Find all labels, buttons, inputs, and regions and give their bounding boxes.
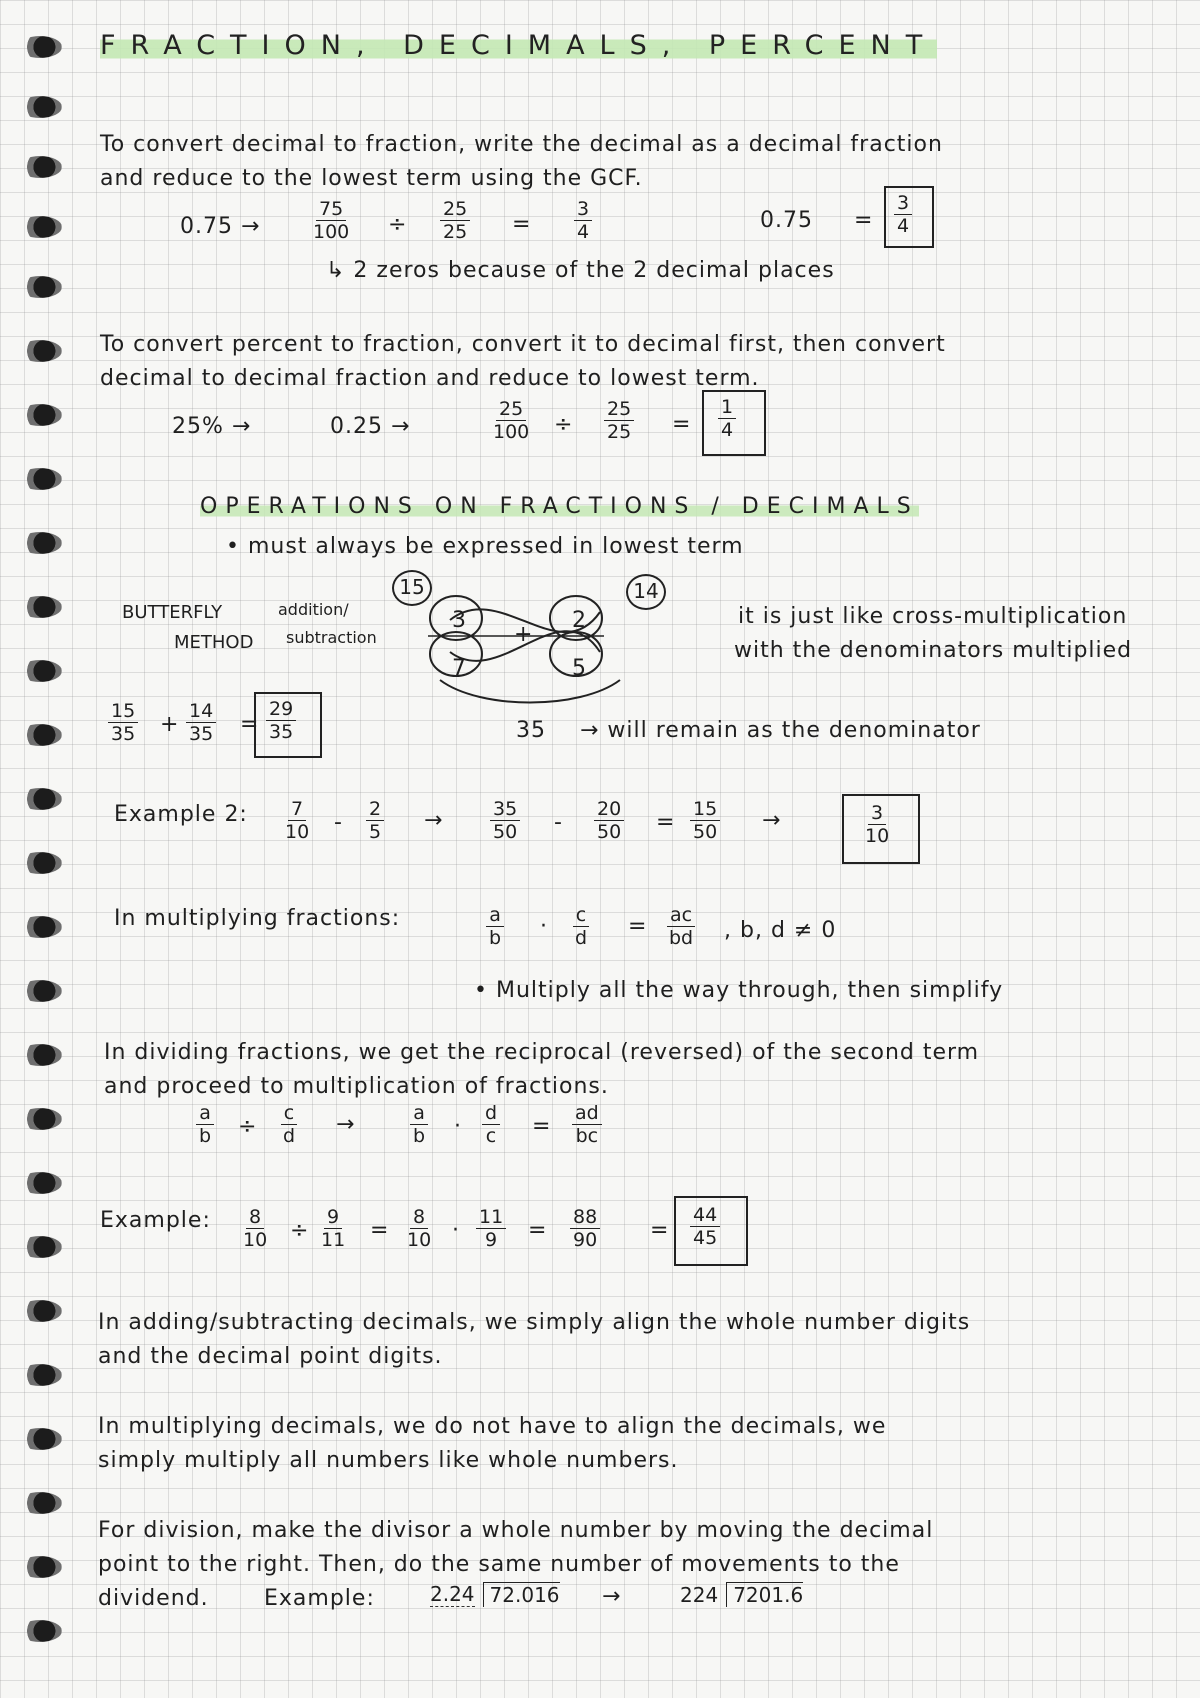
s2-div: ÷ [554, 412, 573, 437]
spiral-ring [18, 852, 62, 874]
div-line1: In dividing fractions, we get the reciprocal (reversed) of the second term [104, 1040, 980, 1065]
spiral-ring [18, 1364, 62, 1386]
numerator: d [482, 1102, 500, 1125]
ex2-minus: - [334, 810, 342, 835]
sum-result-frac [266, 698, 296, 743]
div-op: ÷ [238, 1114, 257, 1139]
ex3-eq-2: = [528, 1218, 547, 1243]
butterfly-n3: 3 [452, 608, 467, 633]
divdec-long-division-2 [680, 1582, 803, 1607]
numerator: 3 [894, 192, 912, 215]
numerator: 29 [266, 698, 296, 721]
spiral-ring [18, 1428, 62, 1450]
spiral-ring [18, 1492, 62, 1514]
ex2-eq: = [656, 810, 675, 835]
numerator: 7 [288, 798, 306, 821]
divdec-line3: dividend. [98, 1586, 209, 1611]
denominator: d [283, 1125, 296, 1147]
s1-result-eq: = [854, 208, 873, 233]
dividend: 7201.6 [726, 1582, 803, 1607]
divisor: 224 [680, 1582, 719, 1607]
numerator: 20 [594, 798, 624, 821]
ops-bullet: • must always be expressed in lowest term [226, 534, 744, 559]
numerator: c [281, 1102, 297, 1125]
ex2-result-frac [862, 802, 892, 847]
spiral-ring [18, 96, 62, 118]
ex3-label: Example: [100, 1208, 211, 1233]
denominator: 35 [189, 723, 214, 745]
spiral-ring [18, 660, 62, 682]
divdec-example-label: Example: [264, 1586, 375, 1611]
s1-result-frac [894, 192, 912, 237]
s2-decimal: 0.25 → [330, 414, 411, 439]
div-line2: and proceed to multiplication of fractions. [104, 1074, 609, 1099]
numerator: 75 [316, 198, 346, 221]
s1-frac-3-4 [574, 198, 592, 243]
numerator: a [486, 904, 504, 927]
page-title [100, 30, 937, 61]
numerator: 1 [718, 396, 736, 419]
s1-frac-75-100 [310, 198, 352, 243]
denominator: 50 [597, 821, 622, 843]
spiral-ring [18, 156, 62, 178]
ex3-eq-3: = [650, 1218, 669, 1243]
mult-bullet: • Multiply all the way through, then simplify [474, 978, 1004, 1003]
denominator: 4 [897, 215, 910, 237]
spiral-ring [18, 1556, 62, 1578]
numerator: 15 [108, 700, 138, 723]
denominator: b [489, 927, 502, 949]
denominator: 11 [321, 1229, 346, 1251]
numerator: 8 [246, 1206, 264, 1229]
denominator: 45 [693, 1227, 718, 1249]
numerator: 3 [574, 198, 592, 221]
mult-frac-c-d [572, 904, 590, 949]
numerator: 8 [410, 1206, 428, 1229]
butterfly-n2: 2 [572, 608, 587, 633]
div-frac-a-b-2 [410, 1102, 428, 1147]
spiral-ring [18, 916, 62, 938]
divdec-arrow: → [602, 1584, 621, 1609]
div-frac-ad-bc [572, 1102, 602, 1147]
ops-heading-text: OPERATIONS ON FRACTIONS / DECIMALS [200, 494, 919, 519]
numerator: 35 [490, 798, 520, 821]
s1-div: ÷ [388, 212, 407, 237]
ex3-result-frac [690, 1204, 720, 1249]
numerator: a [196, 1102, 214, 1125]
mult-label: In multiplying fractions: [114, 906, 401, 931]
cross-product-14: 14 [626, 574, 666, 610]
div-frac-a-b [196, 1102, 214, 1147]
spiral-ring [18, 276, 62, 298]
denominator: 50 [693, 821, 718, 843]
spiral-ring [18, 468, 62, 490]
s1-result-left: 0.75 [760, 208, 813, 233]
ex3-frac-8-10 [240, 1206, 270, 1251]
divdec-line1: For division, make the divisor a whole number by moving the decimal [98, 1518, 934, 1543]
mult-frac-ac-bd [666, 904, 696, 949]
s1-line1: To convert decimal to fraction, write the decimal as a decimal fraction [100, 132, 943, 157]
denominator: 10 [865, 825, 890, 847]
spiral-ring [18, 36, 62, 58]
s1-note: ↳ 2 zeros because of the 2 decimal places [326, 258, 835, 283]
spiral-ring [18, 1236, 62, 1258]
numerator: 25 [440, 198, 470, 221]
denominator: 90 [573, 1229, 598, 1251]
ex3-frac-88-90 [570, 1206, 600, 1251]
denominator: bc [575, 1125, 599, 1147]
div-frac-d-c [482, 1102, 500, 1147]
butterfly-n5: 5 [572, 656, 587, 681]
spiral-ring [18, 404, 62, 426]
adddec-line2: and the decimal point digits. [98, 1344, 443, 1369]
denominator: 10 [285, 821, 310, 843]
numerator: c [573, 904, 589, 927]
page-title-text: FRACTION, DECIMALS, PERCENT [100, 30, 938, 61]
spiral-ring [18, 788, 62, 810]
numerator: 44 [690, 1204, 720, 1227]
s2-result-frac [718, 396, 736, 441]
denominator: 100 [313, 221, 350, 243]
s1-frac-25-25 [440, 198, 470, 243]
mult-eq: = [628, 914, 647, 939]
divisor: 2.24 [430, 1582, 475, 1606]
s2-frac-25-25 [604, 398, 634, 443]
denominator: 35 [269, 721, 294, 743]
denominator: 50 [493, 821, 518, 843]
div-dot: · [454, 1114, 461, 1139]
numerator: 2 [366, 798, 384, 821]
numerator: 3 [868, 802, 886, 825]
ex2-frac-2-5 [366, 798, 384, 843]
denominator: b [199, 1125, 212, 1147]
dividend: 72.016 [483, 1582, 560, 1607]
addsub-label-2: subtraction [286, 628, 377, 647]
mult-frac-a-b [486, 904, 504, 949]
divdec-line2: point to the right. Then, do the same number of movements to the [98, 1552, 900, 1577]
ex3-frac-11-9 [476, 1206, 506, 1251]
s2-frac-25-100 [490, 398, 532, 443]
denominator: 100 [493, 421, 530, 443]
denominator: 35 [111, 723, 136, 745]
spiral-ring [18, 1108, 62, 1130]
spiral-ring [18, 1172, 62, 1194]
cross-product-15: 15 [392, 570, 432, 606]
ex3-dot: · [452, 1218, 459, 1243]
butterfly-n7: 7 [452, 656, 467, 681]
sum-plus: + [160, 712, 179, 737]
ex2-arrow-2: → [762, 808, 781, 833]
numerator: ad [572, 1102, 602, 1125]
spiral-ring [18, 724, 62, 746]
ex2-label: Example 2: [114, 802, 248, 827]
ex2-minus-2: - [554, 810, 562, 835]
ex2-frac-7-10 [282, 798, 312, 843]
numerator: 15 [690, 798, 720, 821]
ops-heading [200, 494, 919, 519]
spiral-ring [18, 1620, 62, 1642]
spiral-ring [18, 340, 62, 362]
ex3-eq: = [370, 1218, 389, 1243]
s1-line2: and reduce to the lowest term using the GCF. [100, 166, 643, 191]
ex2-arrow: → [424, 808, 443, 833]
s1-start: 0.75 → [180, 214, 261, 239]
ex3-op: ÷ [290, 1218, 309, 1243]
div-eq: = [532, 1114, 551, 1139]
butterfly-label-1: BUTTERFLY [122, 602, 223, 623]
denominator: 4 [577, 221, 590, 243]
butterfly-denominator: 35 [516, 718, 546, 743]
numerator: 11 [476, 1206, 506, 1229]
butterfly-label-2: METHOD [174, 632, 254, 653]
sum-frac-15-35 [108, 700, 138, 745]
addsub-label-1: addition/ [278, 600, 349, 619]
mult-dot: · [540, 914, 547, 939]
s1-eq: = [512, 212, 531, 237]
denominator: 5 [369, 821, 382, 843]
s2-percent: 25% → [172, 414, 252, 439]
sum-frac-14-35 [186, 700, 216, 745]
ex2-frac-20-50 [594, 798, 624, 843]
numerator: 88 [570, 1206, 600, 1229]
mult-condition: , b, d ≠ 0 [724, 918, 837, 943]
denominator: 25 [443, 221, 468, 243]
butterfly-side-1: it is just like cross-multiplication [738, 604, 1128, 629]
numerator: 25 [604, 398, 634, 421]
s2-line1: To convert percent to fraction, convert it to decimal first, then convert [100, 332, 946, 357]
spiral-ring [18, 216, 62, 238]
denominator: b [413, 1125, 426, 1147]
multdec-line1: In multiplying decimals, we do not have to align the decimals, we [98, 1414, 887, 1439]
div-arrow: → [336, 1112, 355, 1137]
ex2-frac-15-50 [690, 798, 720, 843]
spiral-ring [18, 1044, 62, 1066]
numerator: 14 [186, 700, 216, 723]
numerator: ac [667, 904, 695, 927]
numerator: 9 [324, 1206, 342, 1229]
denominator: c [485, 1125, 497, 1147]
denominator: 4 [721, 419, 734, 441]
spiral-ring [18, 532, 62, 554]
ex3-frac-9-11 [318, 1206, 348, 1251]
denominator: d [575, 927, 588, 949]
multdec-line2: simply multiply all numbers like whole numbers. [98, 1448, 679, 1473]
divdec-long-division-1 [430, 1582, 560, 1607]
butterfly-side-2: with the denominators multiplied [734, 638, 1133, 663]
spiral-ring [18, 596, 62, 618]
sum-eq: = [240, 712, 259, 737]
butterfly-note: → will remain as the denominator [580, 718, 981, 743]
butterfly-plus: + [514, 622, 534, 647]
numerator: a [410, 1102, 428, 1125]
ex3-frac-8-10-b [404, 1206, 434, 1251]
denominator: 10 [407, 1229, 432, 1251]
adddec-line1: In adding/subtracting decimals, we simply align the whole number digits [98, 1310, 971, 1335]
denominator: 25 [607, 421, 632, 443]
s2-line2: decimal to decimal fraction and reduce to lowest term. [100, 366, 760, 391]
spiral-ring [18, 1300, 62, 1322]
numerator: 25 [496, 398, 526, 421]
div-frac-c-d [280, 1102, 298, 1147]
s2-eq: = [672, 412, 691, 437]
denominator: bd [669, 927, 694, 949]
denominator: 10 [243, 1229, 268, 1251]
spiral-ring [18, 980, 62, 1002]
ex2-frac-35-50 [490, 798, 520, 843]
denominator: 9 [485, 1229, 498, 1251]
